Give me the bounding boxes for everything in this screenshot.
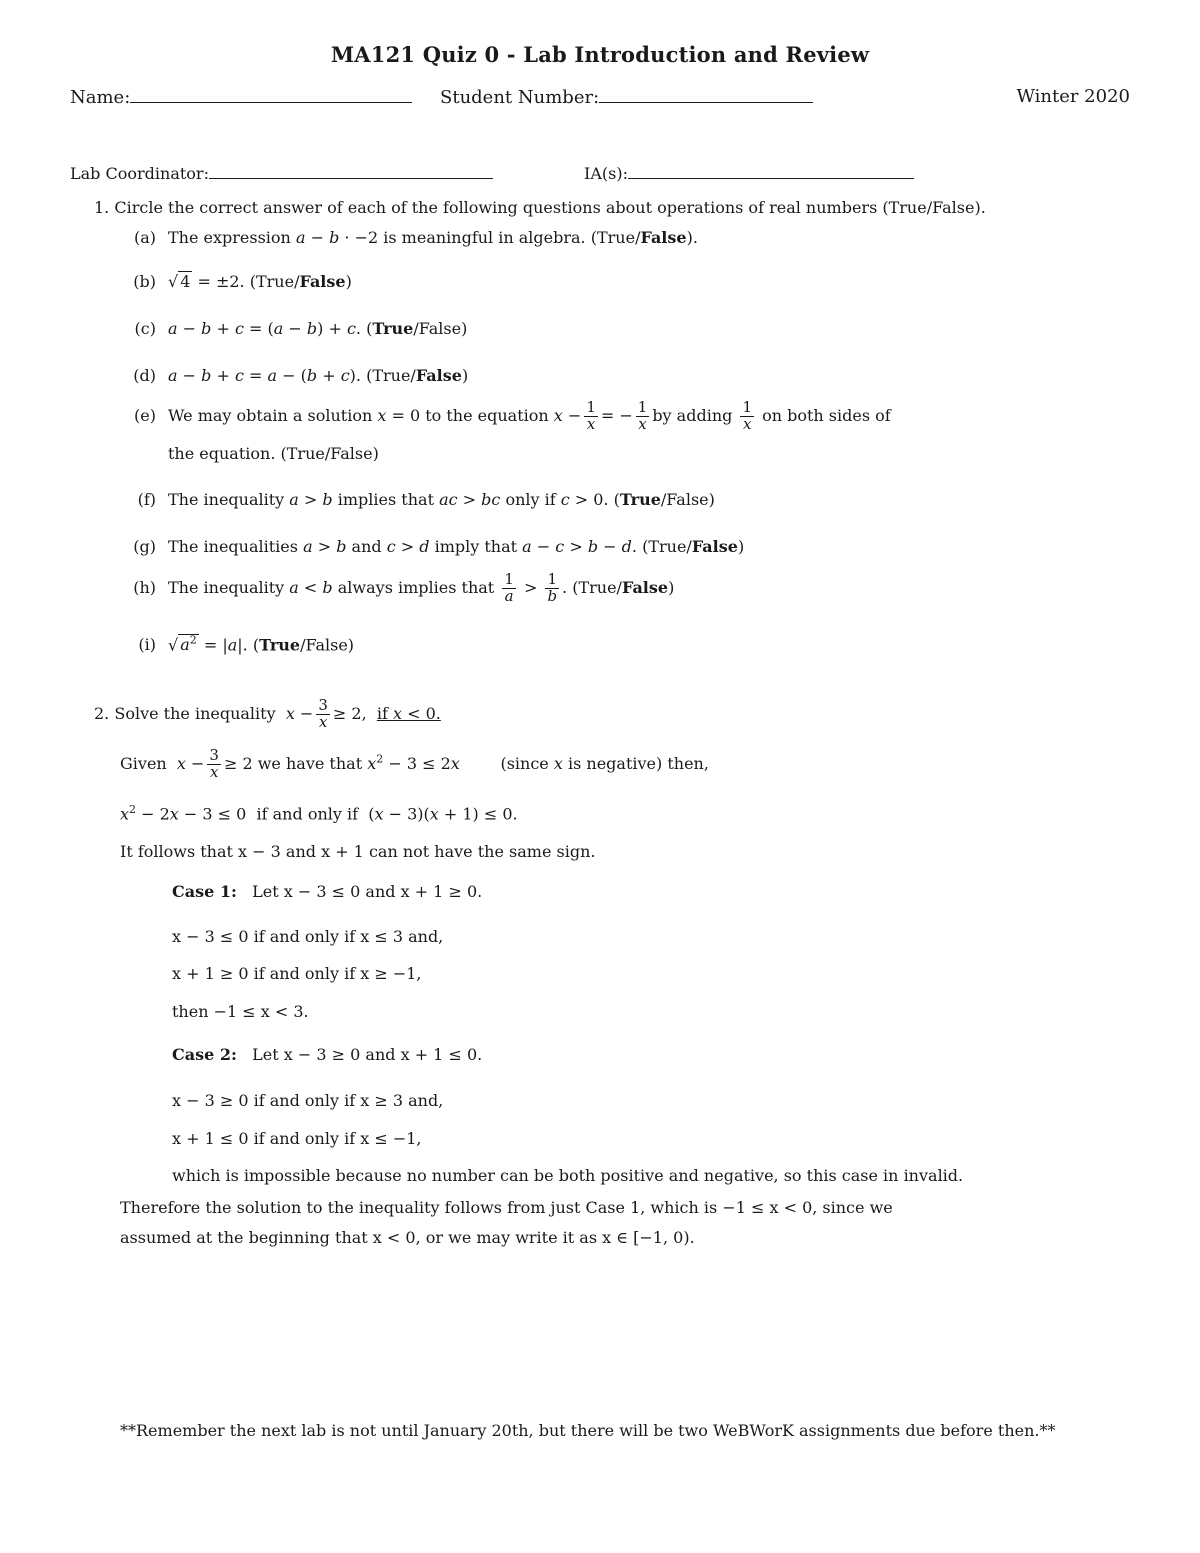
student-number-field <box>440 86 813 108</box>
item-label: (a) <box>133 228 156 247</box>
case-2-heading <box>172 1045 482 1064</box>
ia-label: IA(s): <box>584 164 628 183</box>
case-1-line-1: x − 3 ≤ 0 if and only if x ≤ 3 and, <box>172 927 444 946</box>
lab-coordinator-field <box>70 162 493 183</box>
question-1 <box>94 198 986 217</box>
case-1-line-3: then −1 ≤ x < 3. <box>172 1002 309 1021</box>
lab-coordinator-label: Lab Coordinator: <box>70 164 209 183</box>
q2-given: Given x − $\frac{3}{x}$ ≥ 2 we have that $x^2 - 3 \le 2x$ (since x is negative) then, <box>120 746 709 781</box>
question-2: 2. Solve the inequality x − $\frac{3}{x}$ ≥ 2, if x < 0. <box>94 696 441 731</box>
q2-factored: $x^2 - 2x - 3 \le 0$ if and only if (x − 3)(x + 1) ≤ 0. <box>120 803 518 824</box>
student-number-blank[interactable] <box>599 86 813 103</box>
ia-blank[interactable] <box>628 162 914 179</box>
q1-item-f: (f) The inequality a > b implies that ac > bc only if c > 0. (True/False) <box>120 490 715 509</box>
q1-number: 1. <box>94 198 110 217</box>
q1-item-c: (c) a − b + c = (a − b) + c. (True/False) <box>120 319 467 338</box>
lab-coordinator-blank[interactable] <box>209 162 493 179</box>
case-2-title: Case 2: <box>172 1045 237 1064</box>
item-label: (c) <box>134 319 156 338</box>
item-label: (b) <box>133 272 156 291</box>
q1-item-a: (a) The expression a − b · −2 is meaningful in algebra. (True/False). <box>120 228 698 247</box>
q2-number: 2. <box>94 703 110 723</box>
student-number-label: Student Number: <box>440 87 600 108</box>
case-1-line-2: x + 1 ≥ 0 if and only if x ≥ −1, <box>172 964 422 983</box>
q2-prompt-prefix: Solve the inequality <box>114 703 276 723</box>
item-label: (h) <box>133 577 156 597</box>
ia-field <box>584 162 914 183</box>
item-label: (g) <box>133 537 156 556</box>
name-blank[interactable] <box>130 86 412 103</box>
footer-note: **Remember the next lab is not until January 20th, but there will be two WeBWorK assignments due before then.** <box>120 1421 1056 1440</box>
case-2-intro: Let x − 3 ≥ 0 and x + 1 ≤ 0. <box>252 1045 483 1064</box>
case-1-title: Case 1: <box>172 882 237 901</box>
name-field <box>70 86 412 108</box>
name-label: Name: <box>70 87 131 108</box>
item-label: (d) <box>133 366 156 385</box>
case-1-intro: Let x − 3 ≤ 0 and x + 1 ≥ 0. <box>252 882 483 901</box>
q1-item-e-line2: the equation. (True/False) <box>168 444 379 463</box>
conclusion-line-2: assumed at the beginning that x < 0, or we may write it as x ∈ [−1, 0). <box>120 1228 695 1247</box>
q2-it-follows: It follows that x − 3 and x + 1 can not have the same sign. <box>120 842 596 861</box>
term: Winter 2020 <box>1016 86 1130 107</box>
case-1-heading <box>172 882 482 901</box>
conclusion-line-1: Therefore the solution to the inequality follows from just Case 1, which is −1 ≤ x < 0, since we <box>120 1198 893 1217</box>
case-2-line-3: which is impossible because no number can be both positive and negative, so this case in invalid. <box>172 1166 964 1185</box>
q1-item-e: (e) We may obtain a solution x = 0 to the equation x − $\frac{1}{x}$ = − $\frac{1}{x}$ by adding $\frac{1}{x}$ on both sides of <box>120 400 891 433</box>
q1-prompt: Circle the correct answer of each of the following questions about operations of real numbers (True/False). <box>114 198 986 217</box>
q1-item-d: (d) a − b + c = a − (b + c). (True/False) <box>120 366 468 385</box>
q1-item-i: (i) √ $a^2 = |a|$. (True/False) <box>120 634 354 654</box>
q1-item-b: (b) √ 4 = ±2. (True/False) <box>120 272 352 291</box>
item-label: (e) <box>134 405 156 425</box>
case-2-line-1: x − 3 ≥ 0 if and only if x ≥ 3 and, <box>172 1091 444 1110</box>
page-title: MA121 Quiz 0 - Lab Introduction and Review <box>330 42 870 67</box>
item-label: (f) <box>137 490 156 509</box>
item-label: (i) <box>138 635 156 655</box>
q1-item-g: (g) The inequalities a > b and c > d imply that a − c > b − d. (True/False) <box>120 537 744 556</box>
q1-item-h: (h) The inequality a < b always implies that $\frac{1}{a}$ > $\frac{1}{b}$ . (True/False) <box>120 572 674 605</box>
case-2-line-2: x + 1 ≤ 0 if and only if x ≤ −1, <box>172 1129 422 1148</box>
